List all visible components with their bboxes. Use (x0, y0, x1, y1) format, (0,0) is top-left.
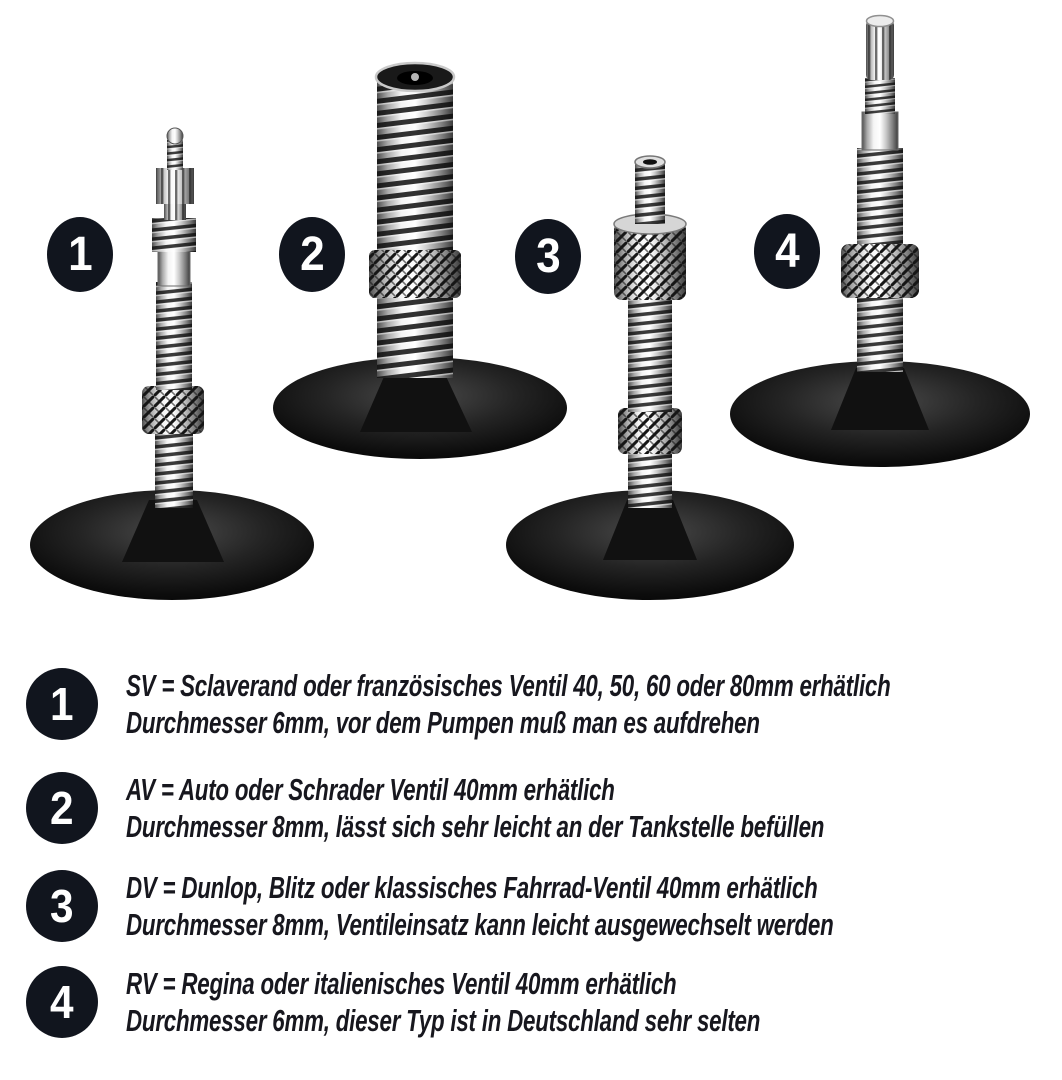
figure-badge-2 (279, 217, 345, 292)
legend-row-sv (26, 667, 1046, 741)
legend-sv-line2: Durchmesser 6mm, vor dem Pumpen muß man es aufdrehen (126, 705, 760, 740)
figure-badge-4-number: 4 (774, 225, 800, 278)
legend-text-sv (126, 667, 1062, 741)
figure-badge-1-number: 1 (67, 228, 93, 281)
legend-badge-4-number: 4 (50, 976, 74, 1028)
legend-rv-line2: Durchmesser 6mm, dieser Typ ist in Deutschland sehr selten (126, 1003, 761, 1038)
presta-valve-illustration (30, 128, 314, 600)
legend-dv-line1: DV = Dunlop, Blitz oder klassisches Fahrrad-Ventil 40mm erhätlich (126, 870, 818, 905)
legend-sv-line1: SV = Sclaverand oder französisches Ventil 40, 50, 60 oder 80mm erhätlich (126, 668, 891, 703)
legend-badge-1-number: 1 (50, 678, 74, 730)
legend-badge-3 (26, 870, 98, 942)
figure-badge-2-number: 2 (299, 228, 325, 281)
figure-badge-3-number: 3 (535, 230, 561, 283)
legend-badge-3-number: 3 (50, 880, 74, 932)
legend-text-dv (126, 869, 1062, 943)
legend-av-line2: Durchmesser 8mm, lässt sich sehr leicht an der Tankstelle befüllen (126, 809, 825, 844)
legend-badge-2-number: 2 (50, 782, 74, 834)
legend-text-rv (126, 965, 1007, 1039)
legend-rv-line1: RV = Regina oder italienisches Ventil 40mm erhätlich (126, 966, 677, 1001)
legend-row-rv (26, 965, 1046, 1039)
legend-row-dv (26, 869, 1046, 943)
figure-badge-4 (754, 214, 820, 289)
legend-text-av (126, 771, 1062, 845)
legend-row-av (26, 771, 1046, 845)
legend-badge-2 (26, 772, 98, 844)
legend-badge-1 (26, 668, 98, 740)
legend-badge-4 (26, 966, 98, 1038)
legend-dv-line2: Durchmesser 8mm, Ventileinsatz kann leicht ausgewechselt werden (126, 907, 834, 942)
legend-av-line1: AV = Auto oder Schrader Ventil 40mm erhätlich (126, 772, 615, 807)
figure-badge-3 (515, 219, 581, 294)
figure-badge-1 (47, 217, 113, 292)
